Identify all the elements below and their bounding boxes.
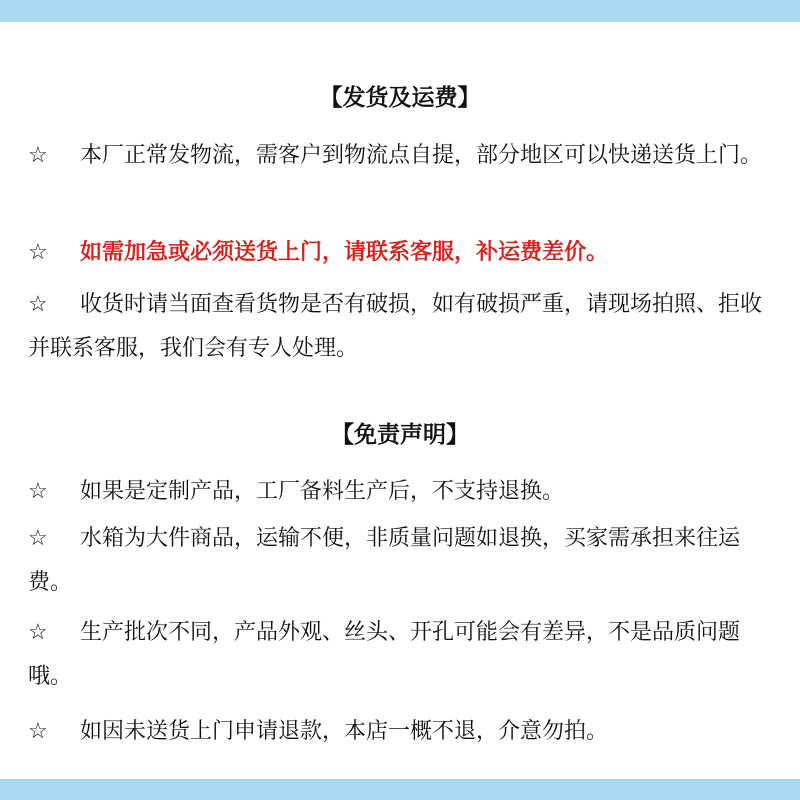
item-text: 如需加急或必须送货上门，请联系客服，补运费差价。 — [80, 239, 609, 265]
star-icon: ☆ — [28, 240, 48, 265]
list-item — [28, 470, 778, 514]
list-item — [28, 134, 778, 178]
star-icon: ☆ — [28, 292, 48, 317]
star-icon: ☆ — [28, 479, 48, 504]
item-text: 如因未送货上门申请退款，本店一概不退，介意勿拍。 — [80, 719, 609, 744]
star-icon: ☆ — [28, 719, 48, 744]
list-item-highlight — [28, 230, 778, 275]
item-text: 水箱为大件商品，运输不便，非质量问题如退换，买家需承担来往运费。 — [28, 526, 741, 595]
list-item — [28, 611, 778, 699]
star-icon: ☆ — [28, 620, 48, 645]
top-decor-bar — [0, 0, 800, 22]
item-text: 如果是定制产品，工厂备料生产后，不支持退换。 — [80, 479, 565, 504]
list-item — [28, 710, 778, 754]
star-icon: ☆ — [28, 143, 48, 168]
list-item — [28, 517, 778, 605]
item-text: 生产批次不同，产品外观、丝头、开孔可能会有差异，不是品质问题哦。 — [28, 620, 741, 689]
star-icon: ☆ — [28, 526, 48, 551]
bottom-decor-bar — [0, 779, 800, 800]
item-text: 本厂正常发物流，需客户到物流点自提，部分地区可以快递送货上门。 — [80, 143, 763, 168]
item-text: 收货时请当面查看货物是否有破损，如有破损严重，请现场拍照、拒收并联系客服，我们会有专人处理。 — [28, 292, 763, 361]
section-title-disclaimer: 【免责声明】 — [331, 421, 469, 448]
list-item — [28, 283, 778, 371]
section-title-shipping: 【发货及运费】 — [319, 84, 481, 111]
